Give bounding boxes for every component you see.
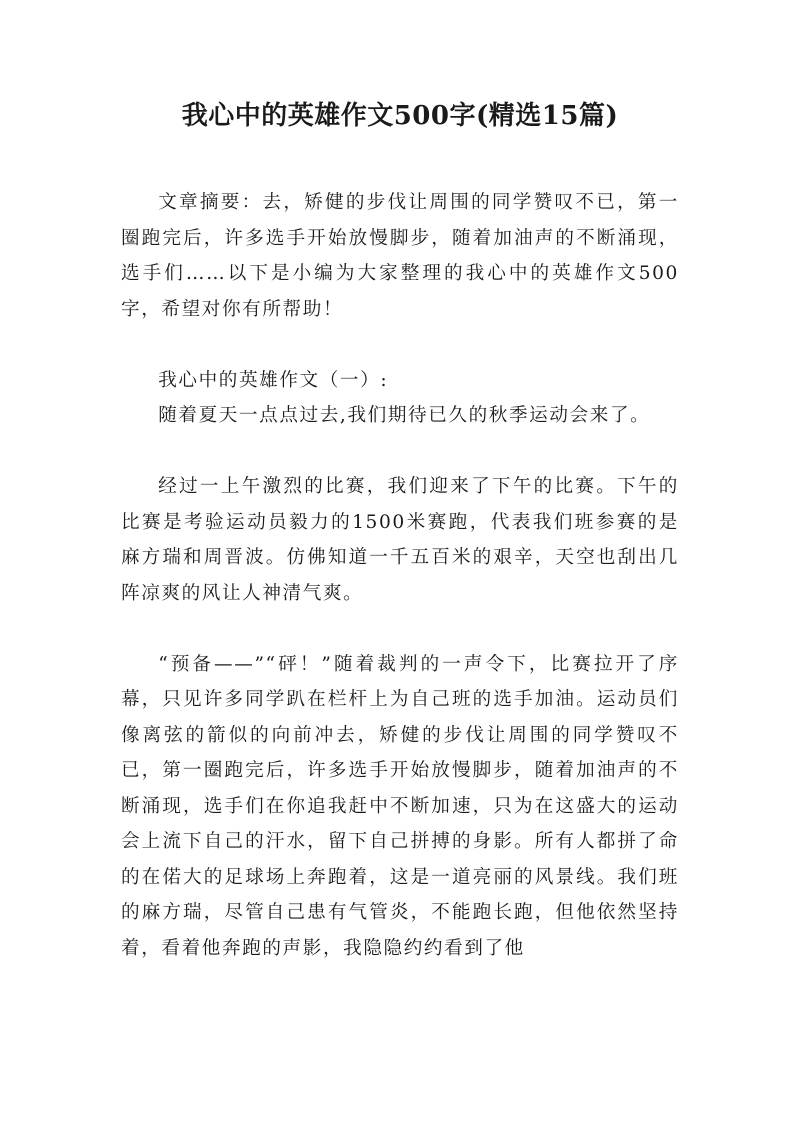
body-paragraph: “预备——”“砰！”随着裁判的一声令下，比赛拉开了序幕，只见许多同学趴在栏杆上为自己班的选手加油。运动员们像离弦的箭似的向前冲去，矫健的步伐让周围的同学赞叹不已，第一圈跑完后，许多选手开始放慢脚步，随着加油声的不断涌现，选手们在你追我赶中不断加速，只为在这盛大的运动会上流下自己的汗水，留下自己拼搏的身影。所有人都拼了命的在偌大的足球场上奔跑着，这是一道亮丽的风景线。我们班的麻方瑞，尽管自己患有气管炎，不能跑长跑，但他依然坚持着，看着他奔跑的声影，我隐隐约约看到了他 (121, 653, 679, 959)
section-heading: 我心中的英雄作文（一）: (158, 369, 389, 391)
body-paragraph: 随着夏天一点点过去,我们期待已久的秋季运动会来了。 (158, 405, 651, 426)
document-title: 我心中的英雄作文500字(精选15篇) (181, 101, 619, 131)
document-body (121, 185, 679, 966)
summary-paragraph: 文章摘要：去，矫健的步伐让周围的同学赞叹不已，第一圈跑完后，许多选手开始放慢脚步，随着加油声的不断涌现，选手们……以下是小编为大家整理的我心中的英雄作文500字，希望对你有所帮助！ (121, 192, 679, 320)
body-paragraph: 经过一上午激烈的比赛，我们迎来了下午的比赛。下午的比赛是考验运动员毅力的1500米赛跑，代表我们班参赛的是麻方瑞和周晋波。仿佛知道一千五百米的艰辛，天空也刮出几阵凉爽的风让人神清气爽。 (121, 476, 679, 604)
